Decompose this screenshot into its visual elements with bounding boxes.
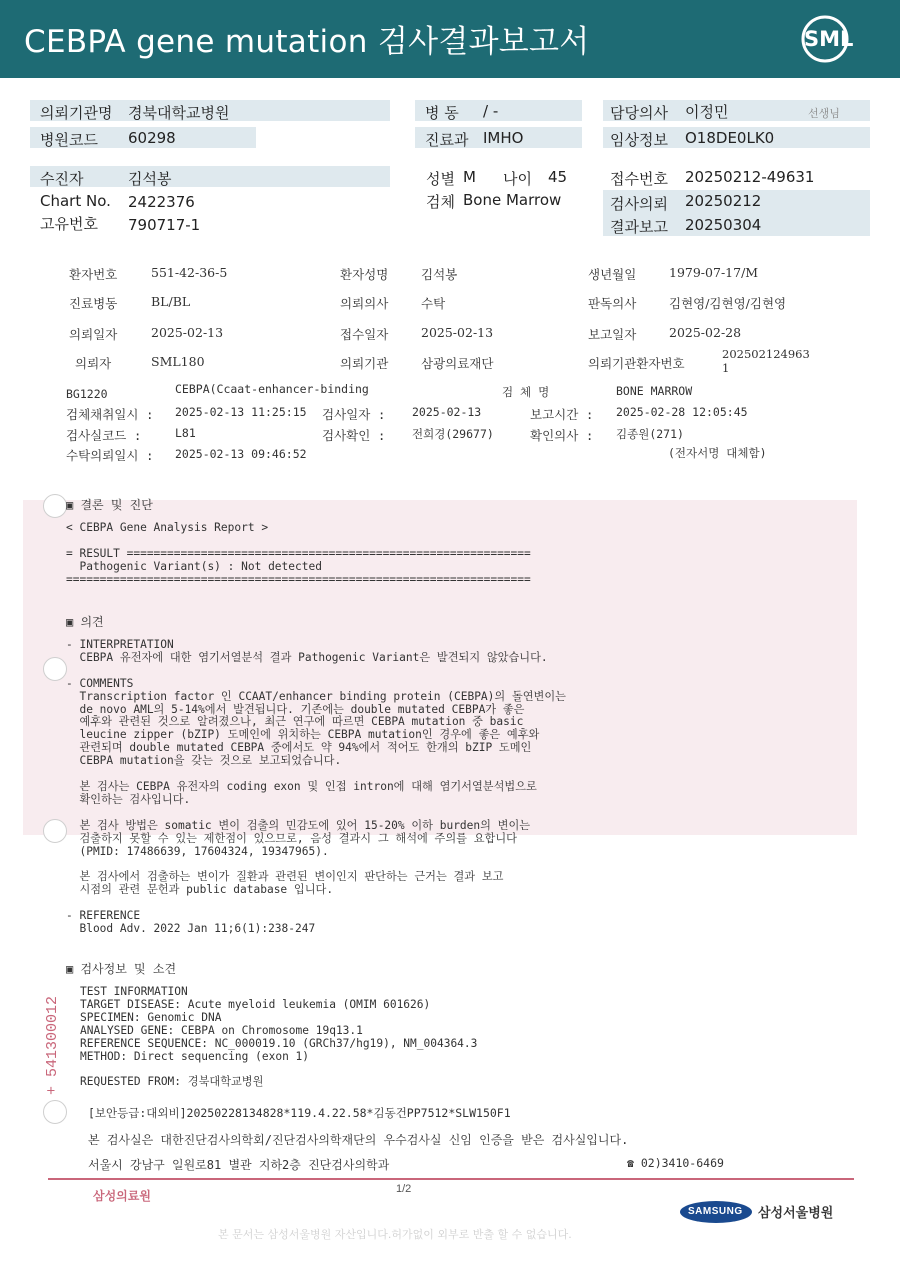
opinion-block: - INTERPRETATION CEBPA 유전자에 대한 염기서열분석 결과 Pathogenic Variant은 발견되지 않았습니다. - COMMENTS Transcription factor 인 CCAAT/enhancer binding protein (CEBPA)의 돌연변이는 de novo AML의 5-14%에서 발견됩니다. 기존에는 double mutated CEBPA가 좋은 예후와 관련된 것으로 알려졌으나, 최근 연구에 따르면 CEBPA mutation 중 basic leucine zipper (bZIP) 도메인에 위치하는 CEBPA mutation인 경우에 좋은 예후와 관련되며 double mutated CEBPA 중에서도 약 94%에서 적어도 한개의 bZIP 도메인 CEBPA mutation을 갖는 것으로 보고되었습니다. 본 검사는 CEBPA 유전자의 coding exon 및 인접 intron에 대해 염기서열분석법으로 확인하는 검사입니다. 본 검사 방법은 somatic 변이 검출의 민감도에 있어 15-20% 이하 burden의 변이는 검출하지 못할 수 있는 제한점이 있으므로, 음성 결과시 그 해석에 주의를 요합니다 (PMID: 17486639, 17604324, 19347965). 본 검사에서 검출하는 변이가 질환과 관련된 변이인지 판단하는 근거는 결과 보고 시점의 관련 문헌과 public database 입니다. - REFERENCE Blood Adv. 2022 Jan 11;6(1):238-247 [66,638,566,935]
instpid-label: 의뢰기관환자번호 [588,356,685,371]
section-opinion: ▣ 의견 [66,615,104,629]
section-conclusion: ▣ 결론 및 진단 [66,498,153,512]
testdate-value: 2025-02-13 [412,405,482,419]
age-label: 나이 [503,170,532,188]
reqdate-label: 의뢰일자 [69,327,118,342]
dept-label: 진료과 [425,131,469,149]
reporttime-label: 보고시간 : [530,407,594,422]
reader-label: 판독의사 [588,296,637,311]
punch-hole [43,494,67,518]
doctor-suffix: 선생님 [808,107,840,120]
pid-value: 551-42-36-5 [151,265,228,280]
esign-note: (전자서명 대체함) [668,446,767,460]
clinical-value: O18DE0LK0 [685,129,775,147]
certification-line: 본 검사실은 대한진단검사의학회/진단검사의학재단의 우수검사실 신임 인증을 받은 검사실입니다. [88,1133,629,1147]
page-number: 1/2 [396,1183,412,1195]
dob-label: 생년월일 [588,267,637,282]
svg-text:+ 541300012: + 541300012 [44,995,61,1095]
reqdate-value: 2025-02-13 [151,325,224,340]
ownership-notice: 본 문서는 삼성서울병원 자산입니다.허가없이 외부로 반출 할 수 없습니다. [218,1228,572,1241]
spec-value: BONE MARROW [616,384,693,398]
doctor-label: 담당의사 [610,104,668,122]
test-info-block: TEST INFORMATION TARGET DISEASE: Acute myeloid leukemia (OMIM 601626) SPECIMEN: Genomic DNA ANALYSED GENE: CEBPA on Chromosome 19q13.1 REFERENCE SEQUENCE: NC_000019.10 (GRCh37/hg19), NM_004364.3 METHOD: Direct sequencing (exon 1) REQUESTED FROM: 경북대학교병원 [80,985,478,1089]
label-bar [30,166,390,187]
clinical-label: 임상정보 [610,131,668,149]
instpid-value-cont: 1 [722,361,730,375]
reqdoc-label: 의뢰의사 [340,296,389,311]
side-number [36,983,66,1098]
address-line: 서울시 강남구 일원로81 별관 지하2층 진단검사의학과 [88,1158,390,1172]
brand-left: 삼성의료원 [93,1189,151,1203]
chart-value: 2422376 [128,193,195,211]
chart-label: Chart No. [40,192,111,210]
recvdate-label: 접수일자 [340,327,389,342]
receipt-label: 접수번호 [610,170,668,188]
reqdoc-value: 수탁 [421,296,446,311]
sex-label: 성별 [426,170,455,188]
pid-label: 환자번호 [69,267,118,282]
requester-value: SML180 [151,354,205,369]
reqinst-value: 삼광의료재단 [421,356,494,371]
receipt-value: 20250212-49631 [685,168,815,186]
patient-value: 김석봉 [128,170,172,188]
req-inst-label: 의뢰기관명 [40,104,113,122]
instpid-value: 202502124963 [722,347,810,361]
sex-value: M [463,168,476,186]
patient-label: 수진자 [40,170,84,188]
report-title: CEBPA gene mutation 검사결과보고서 [24,24,590,60]
test-name: CEBPA(Ccaat-enhancer-binding [175,382,369,396]
specimen-value: Bone Marrow [463,191,562,209]
reqinst-label: 의뢰기관 [340,356,389,371]
punch-hole [43,657,67,681]
testdate-label: 검사일자 : [322,407,386,422]
report-header [0,0,900,78]
unique-value: 790717-1 [128,216,201,234]
collect-value: 2025-02-13 11:25:15 [175,405,307,419]
confirm-label: 검사확인 : [322,428,386,443]
consign-label: 수탁의뢰일시 : [66,448,154,463]
dept-value: IMHO [483,129,524,147]
requester-label: 의뢰자 [75,356,112,371]
consign-value: 2025-02-13 09:46:52 [175,447,307,461]
spec-label: 검 체 명 [502,385,550,399]
hospital-name: 삼성서울병원 [758,1206,834,1221]
repdate-value: 2025-02-28 [669,325,742,340]
punch-hole [43,1100,67,1124]
doctor-value: 이정민 [685,103,729,121]
punch-hole [43,819,67,843]
test-code: BG1220 [66,387,108,401]
samsung-logo-text: SAMSUNG [688,1206,743,1217]
result-block: < CEBPA Gene Analysis Report > = RESULT ============================================================ Pathogenic Variant(s) : Not detected ===================================================================== [66,521,531,586]
security-line: [보안등급:대외비]20250228134828*119.4.22.58*김동건PP7512*SLW150F1 [88,1106,511,1120]
test-req-label: 검사의뢰 [610,195,668,213]
result-label: 결과보고 [610,218,668,236]
pname-label: 환자성명 [340,267,389,282]
reader-value: 김현영/김현영/김현영 [669,296,787,311]
reporttime-value: 2025-02-28 12:05:45 [616,405,748,419]
hosp-code-value: 60298 [128,129,176,147]
result-value: 20250304 [685,216,762,234]
test-req-value: 20250212 [685,192,762,210]
phone-line: ☎ 02)3410-6469 [627,1156,724,1170]
dward-value: BL/BL [151,294,191,309]
section-test-info: ▣ 검사정보 및 소견 [66,962,177,976]
confdoc-value: 김종원(271) [616,427,684,441]
recvdate-value: 2025-02-13 [421,325,494,340]
unique-label: 고유번호 [40,215,98,233]
pname-value: 김석봉 [421,267,458,282]
confirm-value: 전희경(29677) [412,427,494,441]
collect-label: 검체채취일시 : [66,407,154,422]
repdate-label: 보고일자 [588,327,637,342]
dward-label: 진료병동 [69,296,118,311]
logo-text: SML [804,27,854,51]
dob-value: 1979-07-17/M [669,265,759,280]
hosp-code-label: 병원코드 [40,131,98,149]
ward-value: / - [483,102,499,120]
specimen-label: 검체 [426,193,455,211]
req-inst-value: 경북대학교병원 [128,104,230,122]
labcode-value: L81 [175,426,196,440]
footer-divider [48,1178,854,1180]
age-value: 45 [548,168,568,186]
labcode-label: 검사실코드 : [66,428,142,443]
ward-label: 병 동 [425,104,459,122]
confdoc-label: 확인의사 : [530,428,594,443]
